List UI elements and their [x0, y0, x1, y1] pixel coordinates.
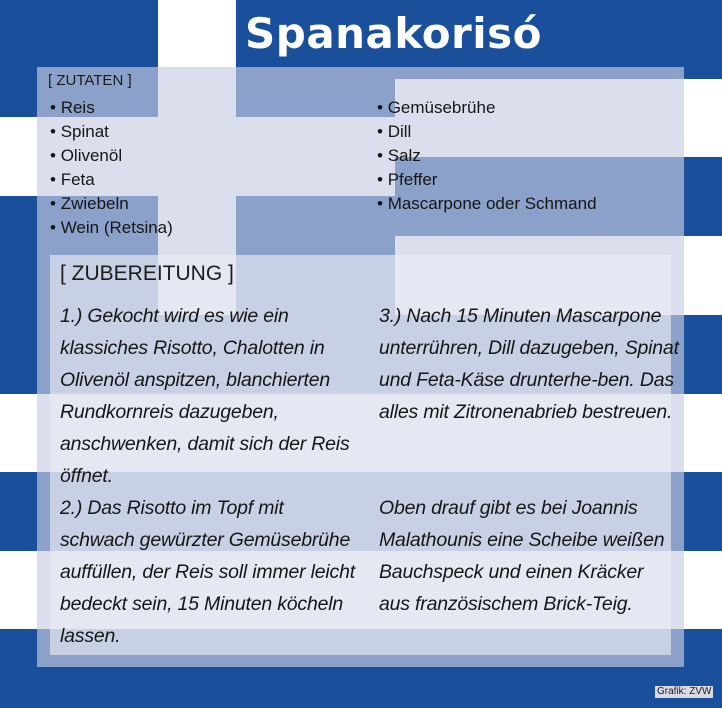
- ingredient-item: • Spinat: [50, 120, 173, 144]
- ingredient-item: • Reis: [50, 96, 173, 120]
- graphic-credit: Grafik: ZVW: [657, 686, 712, 697]
- ingredient-item: • Feta: [50, 168, 173, 192]
- ingredient-item: • Pfeffer: [377, 168, 597, 192]
- ingredient-item: • Zwiebeln: [50, 192, 173, 216]
- preparation-step-2: 2.) Das Risotto im Topf mit schwach gewürzter Gemüsebrühe auffüllen, der Reis soll immer leicht bedeckt sein, 15 Minuten köcheln lassen.: [60, 497, 355, 647]
- preparation-heading: [ ZUBEREITUNG ]: [60, 262, 234, 285]
- ingredient-item: • Mascarpone oder Schmand: [377, 192, 597, 216]
- preparation-step-1: 1.) Gekocht wird es wie ein klassiches Risotto, Chalotten in Olivenöl anspitzen, blanchierten Rundkornreis dazugeben, anschwenken, damit sich der Reis öffnet.: [60, 305, 350, 487]
- ingredient-item: • Salz: [377, 144, 597, 168]
- ingredient-item: • Olivenöl: [50, 144, 173, 168]
- ingredients-heading: [ ZUTATEN ]: [48, 72, 132, 89]
- ingredient-item: • Wein (Retsina): [50, 216, 173, 240]
- preparation-step-3: 3.) Nach 15 Minuten Mascarpone unterrühren, Dill dazugeben, Spinat und Feta-Käse drunterhe-ben. Das alles mit Zitronenabrieb bestreuen.: [379, 305, 679, 423]
- ingredient-item: • Dill: [377, 120, 597, 144]
- ingredients-list-right: [377, 96, 597, 216]
- recipe-title: Spanakorisó: [245, 9, 543, 58]
- ingredient-item: • Gemüsebrühe: [377, 96, 597, 120]
- ingredients-list-left: [50, 96, 173, 240]
- serving-note: Oben drauf gibt es bei Joannis Malathounis eine Scheibe weißen Bauchspeck und einen Kräcker aus französischem Brick-Teig.: [379, 497, 665, 615]
